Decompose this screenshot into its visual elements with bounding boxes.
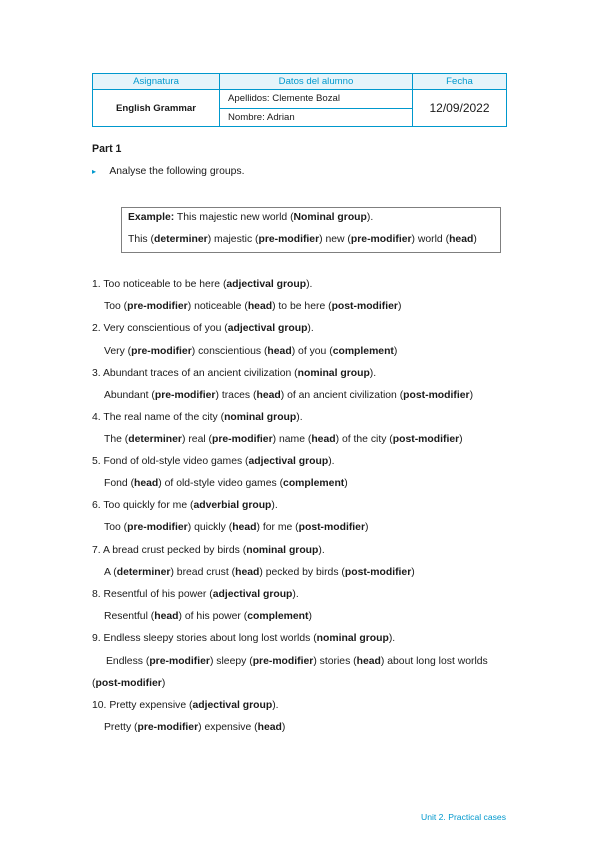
item-9-analysis: [106, 656, 488, 667]
text-run: Resentful (: [104, 611, 155, 622]
col-student-header: Datos del alumno: [220, 74, 413, 90]
text-run: ) bread crust (: [170, 567, 236, 578]
text-run: Pretty (: [104, 722, 138, 733]
text-run: ) noticeable (: [187, 301, 248, 312]
bold-term: complement: [332, 346, 394, 357]
text-run: ) of old-style video games (: [158, 478, 284, 489]
bold-term: post-modifier: [392, 434, 460, 445]
name-value: Nombre: Adrian: [220, 108, 413, 127]
item-4-analysis: [104, 434, 463, 445]
bold-term: adjectival group: [226, 279, 307, 290]
bold-term: head: [449, 234, 474, 245]
text-run: ): [365, 522, 369, 533]
instruction-text: Analyse the following groups.: [109, 166, 245, 177]
bold-term: pre-modifier: [154, 390, 216, 401]
text-run: ) world (: [411, 234, 450, 245]
text-run: ) sleepy (: [209, 656, 253, 667]
bold-term: head: [356, 656, 381, 667]
item-5-heading: [92, 456, 335, 467]
header-table: [92, 73, 507, 127]
text-run: 10. Pretty expensive (: [92, 700, 193, 711]
bold-term: head: [232, 522, 257, 533]
text-run: ) majestic (: [207, 234, 259, 245]
item-6-heading: [92, 500, 278, 511]
text-run: ) stories (: [313, 656, 357, 667]
item-2-heading: [92, 323, 314, 334]
text-run: The (: [104, 434, 129, 445]
text-run: ).: [318, 545, 325, 556]
text-run: 9. Endless sleepy stories about long lost worlds (: [92, 633, 317, 644]
text-run: This (: [128, 234, 154, 245]
bold-term: adjectival group: [248, 456, 329, 467]
bold-term: complement: [247, 611, 309, 622]
bold-term: head: [311, 434, 336, 445]
bold-term: head: [256, 390, 281, 401]
bold-term: post-modifier: [344, 567, 412, 578]
text-run: This majestic new world (: [174, 212, 294, 223]
text-run: ).: [306, 279, 313, 290]
bold-term: adverbial group: [193, 500, 272, 511]
text-run: ): [411, 567, 415, 578]
item-8-heading: [92, 589, 299, 600]
text-run: (: [92, 678, 96, 689]
text-run: ): [281, 722, 286, 733]
text-run: ) conscientious (: [191, 346, 268, 357]
bold-term: head: [247, 301, 273, 312]
text-run: ) quickly (: [187, 522, 233, 533]
text-run: 5. Fond of old-style video games (: [92, 456, 249, 467]
item-3-analysis: [104, 390, 473, 401]
bold-term: complement: [283, 478, 345, 489]
bold-term: pre-modifier: [131, 346, 192, 357]
text-run: 1. Too noticeable to be here (: [92, 279, 227, 290]
bold-term: adjectival group: [212, 589, 293, 600]
text-run: ) about long lost worlds: [380, 656, 488, 667]
text-run: ): [344, 478, 348, 489]
bold-term: determiner: [128, 434, 182, 445]
text-run: ) traces (: [215, 390, 257, 401]
bold-term: head: [235, 567, 260, 578]
bold-term: pre-modifier: [258, 234, 320, 245]
part-title: Part 1: [92, 143, 122, 155]
bold-term: nominal group: [246, 545, 319, 556]
bold-term: pre-modifier: [252, 656, 314, 667]
text-run: Very (: [104, 346, 132, 357]
bold-term: post-modifier: [331, 301, 398, 312]
text-run: A (: [104, 567, 117, 578]
text-run: ).: [272, 700, 279, 711]
text-run: ) of you (: [291, 346, 333, 357]
item-4-heading: [92, 412, 303, 423]
footer-unit: Unit 2. Practical cases: [420, 812, 506, 822]
text-run: ) name (: [272, 434, 312, 445]
text-run: ).: [292, 589, 299, 600]
example-box: [121, 207, 501, 253]
item-9-analysis-cont: [92, 678, 165, 689]
text-run: ).: [307, 323, 314, 334]
item-8-analysis: [104, 611, 312, 622]
item-5-analysis: [104, 478, 348, 489]
bold-term: Nominal group: [293, 212, 367, 223]
bold-term: Example:: [128, 212, 175, 223]
bold-term: post-modifier: [298, 522, 366, 533]
item-9-heading: [92, 633, 395, 644]
item-10-heading: [92, 700, 279, 711]
text-run: 2. Very conscientious of you (: [92, 323, 228, 334]
text-run: ): [161, 678, 166, 689]
item-7-analysis: [104, 567, 415, 578]
text-run: ) of the city (: [335, 434, 393, 445]
date-value: 12/09/2022: [413, 90, 507, 127]
text-run: 8. Resentful of his power (: [92, 589, 213, 600]
bold-term: pre-modifier: [137, 722, 199, 733]
subject-value: English Grammar: [93, 90, 220, 127]
item-1-analysis: [104, 301, 401, 312]
bold-term: head: [154, 611, 179, 622]
item-2-analysis: [104, 346, 397, 357]
triangle-right-icon: ▸: [92, 167, 97, 176]
bold-term: determiner: [116, 567, 171, 578]
text-run: ) to be here (: [272, 301, 332, 312]
bold-term: adjectival group: [227, 323, 308, 334]
bold-term: nominal group: [297, 368, 370, 379]
text-run: ).: [369, 368, 377, 379]
instruction-row: [92, 166, 245, 177]
text-run: 3. Abundant traces of an ancient civilization (: [92, 368, 298, 379]
text-run: Abundant (: [104, 390, 155, 401]
bold-term: pre-modifier: [127, 301, 188, 312]
surname-value: Apellidos: Clemente Bozal: [220, 90, 413, 109]
item-10-analysis: [104, 722, 285, 733]
text-run: ): [473, 234, 477, 245]
bold-term: pre-modifier: [149, 656, 210, 667]
col-subject-header: Asignatura: [93, 74, 220, 90]
bold-term: adjectival group: [192, 700, 273, 711]
text-run: ) for me (: [256, 522, 299, 533]
text-run: ): [469, 390, 474, 401]
example-line-2: [128, 234, 477, 245]
text-run: ): [459, 434, 463, 445]
bold-term: post-modifier: [403, 390, 470, 401]
item-3-heading: [92, 368, 376, 379]
item-6-analysis: [104, 522, 368, 533]
bold-term: determiner: [153, 234, 208, 245]
text-run: ).: [366, 212, 374, 223]
example-line-1: [128, 212, 373, 223]
text-run: ): [397, 301, 402, 312]
bold-term: pre-modifier: [212, 434, 273, 445]
bold-term: nominal group: [316, 633, 389, 644]
bold-term: nominal group: [224, 412, 297, 423]
text-run: ) expensive (: [198, 722, 258, 733]
text-run: ) of his power (: [178, 611, 248, 622]
text-run: ): [393, 346, 398, 357]
bold-term: head: [267, 346, 292, 357]
text-run: ).: [328, 456, 335, 467]
bold-term: pre-modifier: [350, 234, 412, 245]
item-1-heading: [92, 279, 312, 290]
text-run: ).: [296, 412, 303, 423]
text-run: 4. The real name of the city (: [92, 412, 225, 423]
text-run: ).: [388, 633, 396, 644]
text-run: ) pecked by birds (: [259, 567, 345, 578]
bold-term: head: [257, 722, 282, 733]
bold-term: post-modifier: [95, 678, 162, 689]
bold-term: head: [134, 478, 159, 489]
text-run: ) real (: [181, 434, 213, 445]
text-run: 6. Too quickly for me (: [92, 500, 194, 511]
text-run: Endless (: [106, 656, 150, 667]
bold-term: pre-modifier: [127, 522, 188, 533]
item-7-heading: [92, 545, 325, 556]
col-date-header: Fecha: [413, 74, 507, 90]
text-run: ) new (: [319, 234, 351, 245]
text-run: 7. A bread crust pecked by birds (: [92, 545, 247, 556]
text-run: ).: [271, 500, 278, 511]
text-run: Fond (: [104, 478, 135, 489]
text-run: ): [308, 611, 312, 622]
text-run: Too (: [104, 301, 128, 312]
text-run: Too (: [104, 522, 128, 533]
text-run: ) of an ancient civilization (: [280, 390, 404, 401]
